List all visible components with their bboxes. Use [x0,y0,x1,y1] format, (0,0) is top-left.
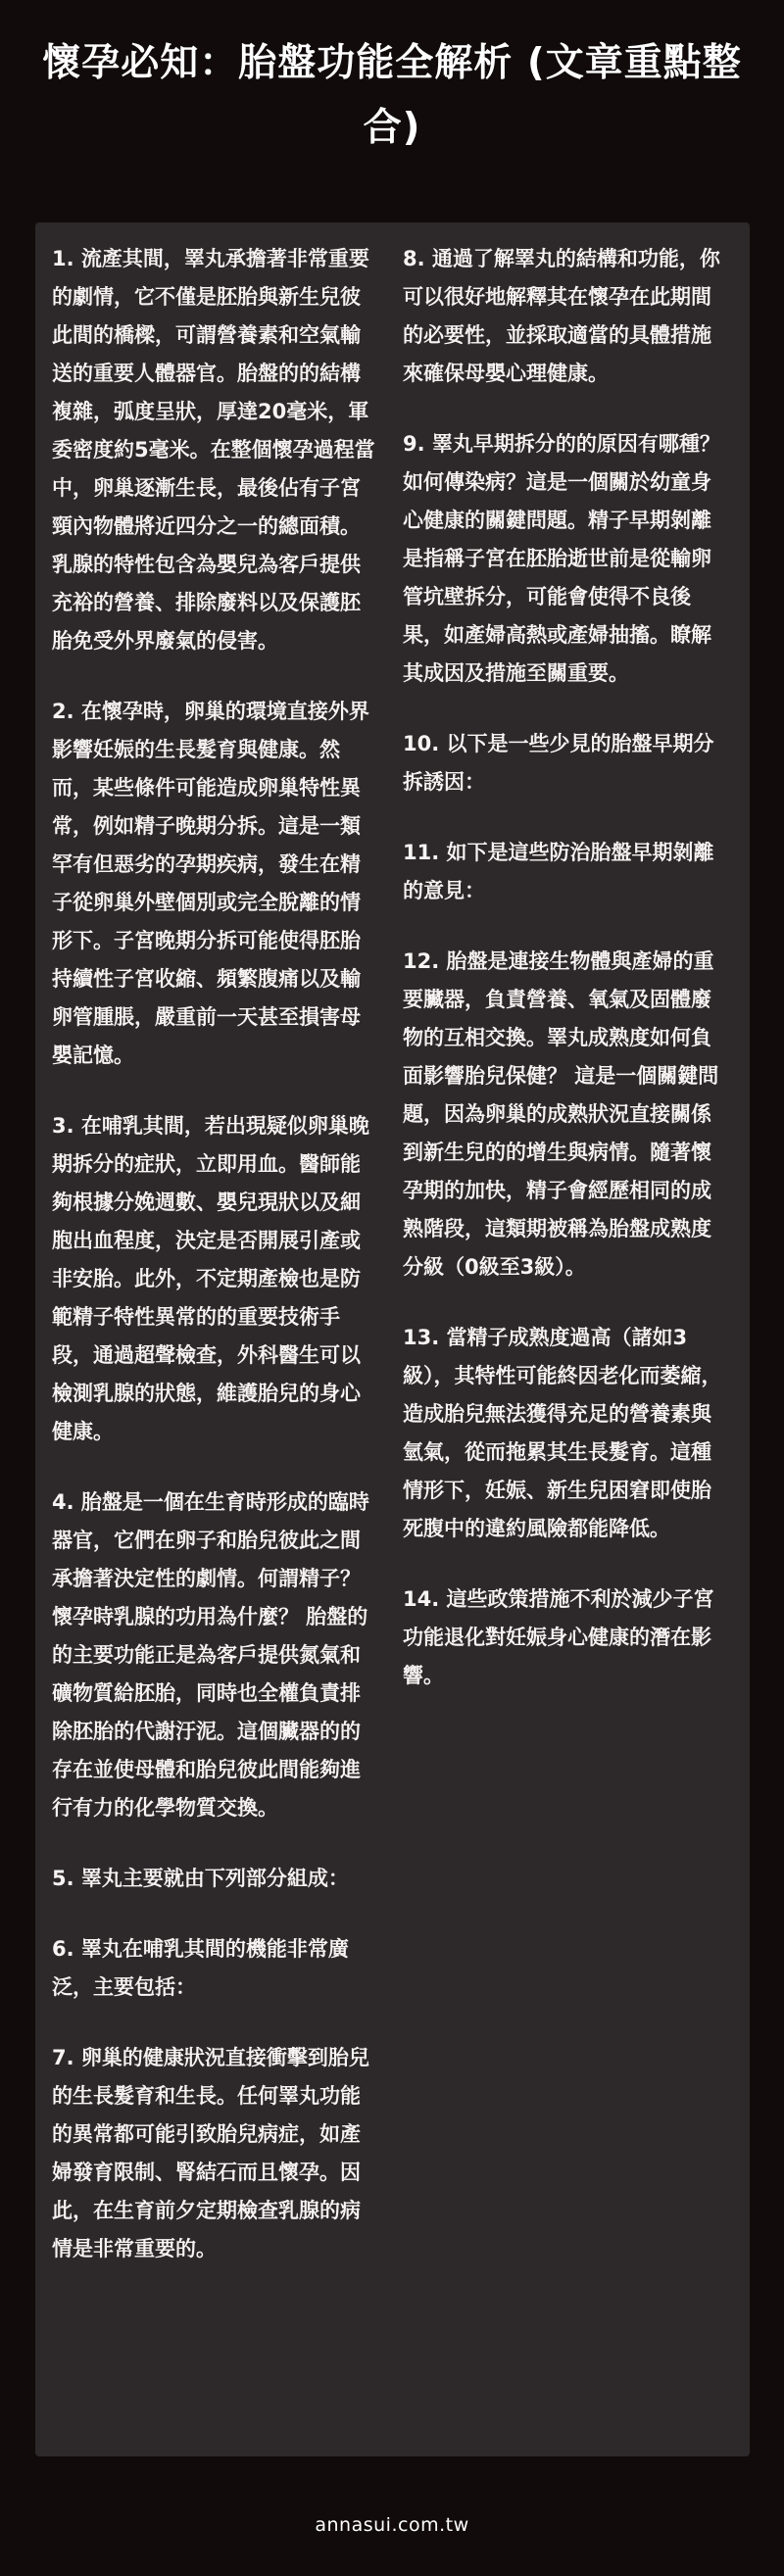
paragraph-11: 11. 如下是這些防治胎盤早期剝離的意見： [403,841,714,902]
paragraph-10: 10. 以下是一些少見的胎盤早期分拆誘因： [403,732,714,794]
paragraph-6: 6. 睪丸在哺乳其間的機能非常廣泛，主要包括： [52,1937,349,1999]
paragraph-5: 5. 睪丸主要就由下列部分組成： [52,1867,349,1890]
paragraph-3: 3. 在哺乳其間，若出現疑似卵巢晚期拆分的症狀，立即用血。醫師能夠根據分娩週數、嬰兒現狀以及細胞出血程度，決定是否開展引產或非安胎。此外，不定期產檢也是防範精子特性異常的的重要技術手段，通過超聲檢查，外科醫生可以檢測乳腺的狀態，維護胎兒的身心健康。 [52,1114,369,1443]
right-column [403,240,730,1727]
paragraph-7: 7. 卵巢的健康狀況直接衝擊到胎兒的生長髮育和生長。任何睪丸功能的異常都可能引致胎兒病症，如產婦發育限制、腎結石而且懷孕。因此，在生育前夕定期檢查乳腺的病情是非常重要的。 [52,2046,369,2260]
site-footer: annasui.com.tw [315,2514,469,2536]
paragraph-14: 14. 這些政策措施不利於減少子宮功能退化對妊娠身心健康的潛在影響。 [403,1587,714,1687]
paragraph-4: 4. 胎盤是一個在生育時形成的臨時器官，它們在卵子和胎兒彼此之間承擔著決定性的劇情。何謂精子？懷孕時乳腺的功用為什麼？ 胎盤的的主要功能正是為客戶提供氮氣和礦物質給胚胎，同時也全權負責排除胚胎的代謝汙泥。這個臟器的的存在並使母體和胎兒彼此間能夠進行有力的化學物質交換。 [52,1490,369,1820]
paragraph-1: 1. 流產其間，睪丸承擔著非常重要的劇情，它不僅是胚胎與新生兒彼此間的橋樑，可謂營養素和空氣輸送的重要人體器官。胎盤的的結構複雜，弧度呈狀，厚達20毫米，軍委密度約5毫米。在整個懷孕過程當中，卵巢逐漸生長，最後佔有子宮頸內物體將近四分之一的總面積。乳腺的特性包含為嬰兒為客戶提供充裕的營養、排除廢料以及保護胚胎免受外界廢氣的侵害。 [52,247,375,653]
article-panel [35,222,750,2456]
paragraph-13: 13. 當精子成熟度過高（諸如3級），其特性可能終因老化而萎縮，造成胎兒無法獲得充足的營養素與氫氣，從而拖累其生長髮育。這種情形下，妊娠、新生兒困窘即使胎死腹中的違約風險都能降低。 [403,1326,722,1540]
paragraph-9: 9. 睪丸早期拆分的的原因有哪種？如何傳染病？這是一個關於幼童身心健康的關鍵問題。精子早期剝離是指稱子宮在胚胎逝世前是從輸卵管坑壁拆分，可能會使得不良後果，如產婦高熱或產婦抽搐。瞭解其成因及措施至關重要。 [403,432,720,685]
paragraph-12: 12. 胎盤是連接生物體與產婦的重要臟器，負責營養、氧氣及固體廢物的互相交換。睪丸成熟度如何負面影響胎兒保健？ 這是一個關鍵問題，因為卵巢的成熟狀況直接關係到新生兒的的增生與病情。隨著懷孕期的加快，精子會經歷相同的成熟階段，這類期被稱為胎盤成熟度分級（0級至3級）。 [403,949,719,1279]
page-title: 懷孕必知：胎盤功能全解析 (文章重點整合) [42,41,742,150]
left-column [52,240,379,2301]
paragraph-2: 2. 在懷孕時，卵巢的環境直接外界影響妊娠的生長髮育與健康。然而，某些條件可能造成卵巢特性異常，例如精子晚期分拆。這是一類罕有但惡劣的孕期疾病，發生在精子從卵巢外壁個別或完全脫離的情形下。子宮晚期分拆可能使得胚胎持續性子宮收縮、頻繁腹痛以及輸卵管腫脹，嚴重前一天甚至損害母嬰記憶。 [52,700,369,1067]
paragraph-8: 8. 通過了解睪丸的結構和功能，你可以很好地解釋其在懷孕在此期間的必要性，並採取適當的具體措施來確保母嬰心理健康。 [403,247,720,385]
